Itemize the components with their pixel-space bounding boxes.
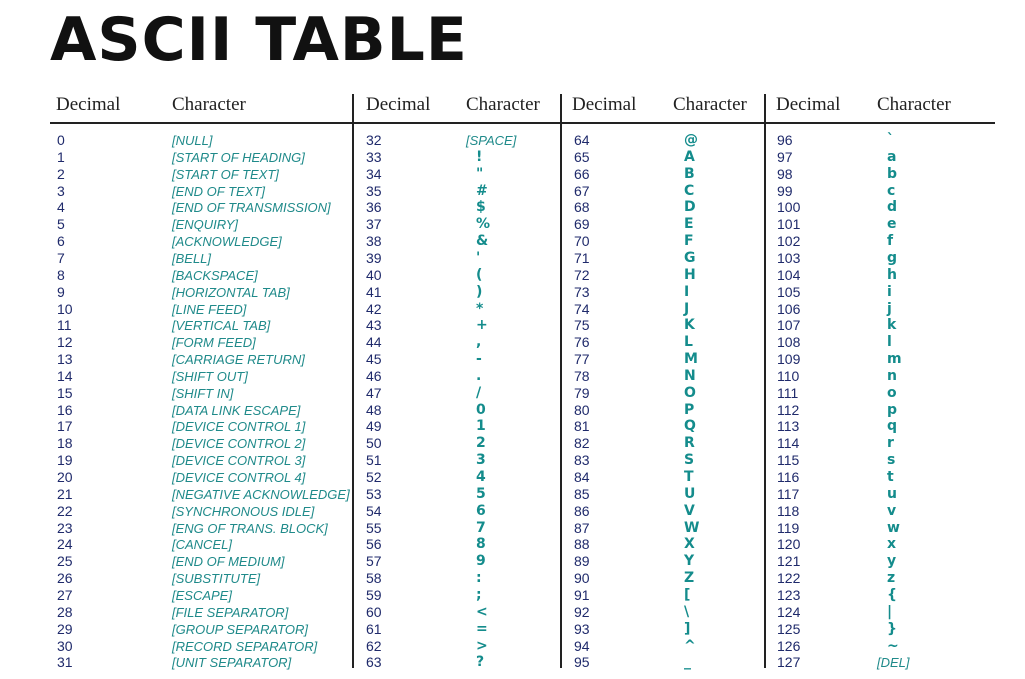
decimal-cell: 14 <box>57 368 73 384</box>
decimal-cell: 107 <box>777 317 801 333</box>
decimal-cell: 55 <box>366 520 382 536</box>
decimal-cell: 69 <box>574 216 590 232</box>
header-decimal-1: Decimal <box>56 94 121 115</box>
decimal-cell: 6 <box>57 233 65 249</box>
decimal-cell: 62 <box>366 638 382 654</box>
character-cell: [NEGATIVE ACKNOWLEDGE] <box>172 487 350 502</box>
character-cell: y <box>887 553 897 569</box>
decimal-cell: 95 <box>574 654 590 670</box>
character-cell: l <box>887 334 892 350</box>
column-divider-2 <box>560 94 562 668</box>
character-cell: G <box>684 250 696 266</box>
character-cell: [DEVICE CONTROL 3] <box>172 453 306 468</box>
character-cell: ` <box>887 132 894 148</box>
decimal-cell: 125 <box>777 621 801 637</box>
decimal-cell: 42 <box>366 301 382 317</box>
character-cell: P <box>684 402 695 418</box>
decimal-cell: 73 <box>574 284 590 300</box>
character-cell: ' <box>476 250 481 266</box>
decimal-cell: 71 <box>574 250 590 266</box>
decimal-cell: 123 <box>777 587 801 603</box>
character-cell: [BACKSPACE] <box>172 268 258 283</box>
decimal-cell: 57 <box>366 553 382 569</box>
character-cell: F <box>684 233 694 249</box>
character-cell: @ <box>684 132 698 148</box>
header-decimal-4: Decimal <box>776 94 841 115</box>
character-cell: [END OF TRANSMISSION] <box>172 200 331 215</box>
character-cell: + <box>476 317 488 333</box>
header-decimal-2: Decimal <box>366 94 431 115</box>
character-cell: # <box>476 183 488 199</box>
decimal-cell: 86 <box>574 503 590 519</box>
character-cell: 5 <box>476 486 486 502</box>
header-character-4: Character <box>877 94 951 115</box>
character-cell: 9 <box>476 553 486 569</box>
decimal-cell: 15 <box>57 385 73 401</box>
character-cell: e <box>887 216 897 232</box>
character-cell: h <box>887 267 897 283</box>
decimal-cell: 58 <box>366 570 382 586</box>
decimal-cell: 114 <box>777 435 800 451</box>
decimal-cell: 76 <box>574 334 590 350</box>
header-character-1: Character <box>172 94 246 115</box>
character-cell: B <box>684 166 695 182</box>
character-cell: g <box>887 250 898 266</box>
decimal-cell: 18 <box>57 435 73 451</box>
decimal-cell: 24 <box>57 536 73 552</box>
character-cell: [END OF TEXT] <box>172 184 265 199</box>
decimal-cell: 112 <box>777 402 800 418</box>
character-cell: > <box>476 638 488 654</box>
decimal-cell: 66 <box>574 166 590 182</box>
decimal-cell: 11 <box>57 317 72 333</box>
page-title: ASCII TABLE <box>50 5 468 75</box>
character-cell: [VERTICAL TAB] <box>172 318 271 333</box>
character-cell: [SHIFT OUT] <box>172 369 248 384</box>
character-cell: z <box>887 570 896 586</box>
character-cell: [END OF MEDIUM] <box>172 554 285 569</box>
character-cell: ~ <box>887 638 899 654</box>
decimal-cell: 92 <box>574 604 590 620</box>
character-cell: ! <box>476 149 483 165</box>
decimal-cell: 64 <box>574 132 590 148</box>
character-cell: [FORM FEED] <box>172 335 256 350</box>
decimal-cell: 19 <box>57 452 73 468</box>
character-cell: [CANCEL] <box>172 537 232 552</box>
decimal-cell: 21 <box>57 486 73 502</box>
character-cell: [RECORD SEPARATOR] <box>172 639 318 654</box>
character-cell: v <box>887 503 897 519</box>
decimal-cell: 74 <box>574 301 590 317</box>
character-cell: a <box>887 149 897 165</box>
decimal-cell: 3 <box>57 183 65 199</box>
character-cell: % <box>476 216 491 232</box>
decimal-cell: 79 <box>574 385 590 401</box>
decimal-cell: 116 <box>777 469 800 485</box>
decimal-cell: 97 <box>777 149 793 165</box>
decimal-cell: 33 <box>366 149 382 165</box>
character-cell: [ <box>684 587 691 603</box>
character-cell: [DEVICE CONTROL 1] <box>172 419 306 434</box>
decimal-cell: 83 <box>574 452 590 468</box>
character-cell: ) <box>476 284 483 300</box>
decimal-cell: 0 <box>57 132 65 148</box>
character-cell: p <box>887 402 898 418</box>
character-cell: 6 <box>476 503 486 519</box>
decimal-cell: 118 <box>777 503 800 519</box>
character-cell: [UNIT SEPARATOR] <box>172 655 292 670</box>
decimal-cell: 63 <box>366 654 382 670</box>
character-cell: C <box>684 183 695 199</box>
decimal-cell: 100 <box>777 199 801 215</box>
decimal-cell: 68 <box>574 199 590 215</box>
decimal-cell: 53 <box>366 486 382 502</box>
character-cell: w <box>887 520 900 536</box>
character-cell: W <box>684 520 700 536</box>
character-cell: / <box>476 385 482 401</box>
decimal-cell: 34 <box>366 166 382 182</box>
decimal-cell: 65 <box>574 149 590 165</box>
decimal-cell: 16 <box>57 402 73 418</box>
decimal-cell: 47 <box>366 385 382 401</box>
header-character-2: Character <box>466 94 540 115</box>
character-cell: [CARRIAGE RETURN] <box>172 352 305 367</box>
decimal-cell: 103 <box>777 250 801 266</box>
character-cell: [SPACE] <box>466 133 517 148</box>
decimal-cell: 41 <box>366 284 382 300</box>
character-cell: \ <box>684 604 690 620</box>
character-cell: 0 <box>476 402 486 418</box>
character-cell: [SYNCHRONOUS IDLE] <box>172 504 315 519</box>
decimal-cell: 99 <box>777 183 793 199</box>
decimal-cell: 122 <box>777 570 801 586</box>
character-cell: - <box>476 351 482 367</box>
character-cell: [DEVICE CONTROL 2] <box>172 436 306 451</box>
character-cell: c <box>887 183 896 199</box>
decimal-cell: 59 <box>366 587 382 603</box>
character-cell: 3 <box>476 452 486 468</box>
character-cell: [BELL] <box>172 251 212 266</box>
character-cell: [ENG OF TRANS. BLOCK] <box>172 521 328 536</box>
decimal-cell: 27 <box>57 587 73 603</box>
character-cell: * <box>476 301 484 317</box>
decimal-cell: 127 <box>777 654 801 670</box>
decimal-cell: 25 <box>57 553 73 569</box>
decimal-cell: 72 <box>574 267 590 283</box>
decimal-cell: 38 <box>366 233 382 249</box>
decimal-cell: 108 <box>777 334 801 350</box>
character-cell: } <box>887 621 897 637</box>
header-decimal-3: Decimal <box>572 94 637 115</box>
decimal-cell: 48 <box>366 402 382 418</box>
character-cell: i <box>887 284 892 300</box>
decimal-cell: 84 <box>574 469 590 485</box>
character-cell: A <box>684 149 695 165</box>
character-cell: d <box>887 199 898 215</box>
decimal-cell: 119 <box>777 520 800 536</box>
character-cell: D <box>684 199 696 215</box>
character-cell: " <box>476 166 484 182</box>
decimal-cell: 35 <box>366 183 382 199</box>
decimal-cell: 22 <box>57 503 73 519</box>
character-cell: S <box>684 452 695 468</box>
decimal-cell: 89 <box>574 553 590 569</box>
character-cell: ? <box>476 654 485 670</box>
decimal-cell: 32 <box>366 132 382 148</box>
decimal-cell: 7 <box>57 250 65 266</box>
character-cell: u <box>887 486 897 502</box>
character-cell: | <box>887 604 893 620</box>
decimal-cell: 106 <box>777 301 801 317</box>
decimal-cell: 17 <box>57 418 73 434</box>
character-cell: ( <box>476 267 483 283</box>
decimal-cell: 115 <box>777 452 800 468</box>
decimal-cell: 52 <box>366 469 382 485</box>
character-cell: T <box>684 469 694 485</box>
decimal-cell: 45 <box>366 351 382 367</box>
decimal-cell: 9 <box>57 284 65 300</box>
decimal-cell: 43 <box>366 317 382 333</box>
decimal-cell: 23 <box>57 520 73 536</box>
decimal-cell: 30 <box>57 638 73 654</box>
character-cell: N <box>684 368 696 384</box>
character-cell: [NULL] <box>172 133 213 148</box>
character-cell: r <box>887 435 894 451</box>
character-cell: = <box>476 621 488 637</box>
decimal-cell: 4 <box>57 199 65 215</box>
decimal-cell: 93 <box>574 621 590 637</box>
character-cell: _ <box>684 654 691 670</box>
decimal-cell: 98 <box>777 166 793 182</box>
character-cell: s <box>887 452 896 468</box>
character-cell: Y <box>684 553 695 569</box>
column-divider-1 <box>352 94 354 668</box>
character-cell: X <box>684 536 695 552</box>
character-cell: 7 <box>476 520 486 536</box>
character-cell: q <box>887 418 898 434</box>
decimal-cell: 121 <box>777 553 801 569</box>
decimal-cell: 109 <box>777 351 801 367</box>
character-cell: H <box>684 267 696 283</box>
decimal-cell: 1 <box>57 149 65 165</box>
decimal-cell: 88 <box>574 536 590 552</box>
character-cell: f <box>887 233 894 249</box>
character-cell: V <box>684 503 695 519</box>
decimal-cell: 67 <box>574 183 590 199</box>
character-cell: : <box>476 570 482 586</box>
character-cell: [SUBSTITUTE] <box>172 571 261 586</box>
decimal-cell: 110 <box>777 368 800 384</box>
decimal-cell: 50 <box>366 435 382 451</box>
decimal-cell: 102 <box>777 233 801 249</box>
column-divider-3 <box>764 94 766 668</box>
character-cell: [SHIFT IN] <box>172 386 234 401</box>
decimal-cell: 37 <box>366 216 382 232</box>
decimal-cell: 126 <box>777 638 801 654</box>
character-cell: { <box>887 587 897 603</box>
character-cell: [START OF HEADING] <box>172 150 305 165</box>
decimal-cell: 61 <box>366 621 382 637</box>
character-cell: m <box>887 351 902 367</box>
header-rule <box>50 122 995 124</box>
decimal-cell: 75 <box>574 317 590 333</box>
decimal-cell: 10 <box>57 301 73 317</box>
decimal-cell: 46 <box>366 368 382 384</box>
decimal-cell: 2 <box>57 166 65 182</box>
decimal-cell: 54 <box>366 503 382 519</box>
character-cell: [GROUP SEPARATOR] <box>172 622 309 637</box>
character-cell: , <box>476 334 482 350</box>
character-cell: L <box>684 334 693 350</box>
character-cell: [DEL] <box>877 655 910 670</box>
character-cell: U <box>684 486 696 502</box>
character-cell: O <box>684 385 696 401</box>
decimal-cell: 28 <box>57 604 73 620</box>
character-cell: [ESCAPE] <box>172 588 232 603</box>
decimal-cell: 81 <box>574 418 590 434</box>
character-cell: J <box>684 301 690 317</box>
decimal-cell: 90 <box>574 570 590 586</box>
character-cell: R <box>684 435 695 451</box>
decimal-cell: 12 <box>57 334 73 350</box>
decimal-cell: 91 <box>574 587 590 603</box>
decimal-cell: 101 <box>777 216 801 232</box>
character-cell: 2 <box>476 435 486 451</box>
decimal-cell: 77 <box>574 351 590 367</box>
character-cell: [START OF TEXT] <box>172 167 279 182</box>
decimal-cell: 49 <box>366 418 382 434</box>
character-cell: I <box>684 284 690 300</box>
decimal-cell: 26 <box>57 570 73 586</box>
character-cell: M <box>684 351 698 367</box>
character-cell: 1 <box>476 418 486 434</box>
character-cell: [ENQUIRY] <box>172 217 238 232</box>
character-cell: [FILE SEPARATOR] <box>172 605 289 620</box>
character-cell: . <box>476 368 482 384</box>
decimal-cell: 117 <box>777 486 800 502</box>
decimal-cell: 8 <box>57 267 65 283</box>
character-cell: k <box>887 317 897 333</box>
decimal-cell: 113 <box>777 418 800 434</box>
decimal-cell: 70 <box>574 233 590 249</box>
decimal-cell: 120 <box>777 536 801 552</box>
decimal-cell: 39 <box>366 250 382 266</box>
character-cell: [DEVICE CONTROL 4] <box>172 470 306 485</box>
character-cell: [ACKNOWLEDGE] <box>172 234 282 249</box>
character-cell: ] <box>684 621 691 637</box>
decimal-cell: 5 <box>57 216 65 232</box>
decimal-cell: 51 <box>366 452 382 468</box>
decimal-cell: 85 <box>574 486 590 502</box>
character-cell: ^ <box>684 638 696 654</box>
character-cell: j <box>887 301 892 317</box>
character-cell: 8 <box>476 536 486 552</box>
character-cell: K <box>684 317 695 333</box>
decimal-cell: 31 <box>57 654 73 670</box>
decimal-cell: 87 <box>574 520 590 536</box>
character-cell: 4 <box>476 469 486 485</box>
decimal-cell: 36 <box>366 199 382 215</box>
character-cell: & <box>476 233 489 249</box>
decimal-cell: 82 <box>574 435 590 451</box>
character-cell: [LINE FEED] <box>172 302 247 317</box>
decimal-cell: 56 <box>366 536 382 552</box>
character-cell: t <box>887 469 894 485</box>
decimal-cell: 104 <box>777 267 801 283</box>
decimal-cell: 96 <box>777 132 793 148</box>
decimal-cell: 78 <box>574 368 590 384</box>
character-cell: o <box>887 385 897 401</box>
decimal-cell: 29 <box>57 621 73 637</box>
decimal-cell: 44 <box>366 334 382 350</box>
header-character-3: Character <box>673 94 747 115</box>
decimal-cell: 124 <box>777 604 801 620</box>
character-cell: E <box>684 216 694 232</box>
decimal-cell: 111 <box>777 385 799 401</box>
character-cell: ; <box>476 587 482 603</box>
decimal-cell: 105 <box>777 284 801 300</box>
character-cell: < <box>476 604 488 620</box>
character-cell: $ <box>476 199 486 215</box>
character-cell: [HORIZONTAL TAB] <box>172 285 290 300</box>
decimal-cell: 80 <box>574 402 590 418</box>
decimal-cell: 40 <box>366 267 382 283</box>
character-cell: b <box>887 166 898 182</box>
character-cell: Z <box>684 570 695 586</box>
character-cell: Q <box>684 418 696 434</box>
decimal-cell: 20 <box>57 469 73 485</box>
decimal-cell: 13 <box>57 351 73 367</box>
character-cell: n <box>887 368 897 384</box>
character-cell: x <box>887 536 897 552</box>
character-cell: [DATA LINK ESCAPE] <box>172 403 301 418</box>
decimal-cell: 94 <box>574 638 590 654</box>
decimal-cell: 60 <box>366 604 382 620</box>
